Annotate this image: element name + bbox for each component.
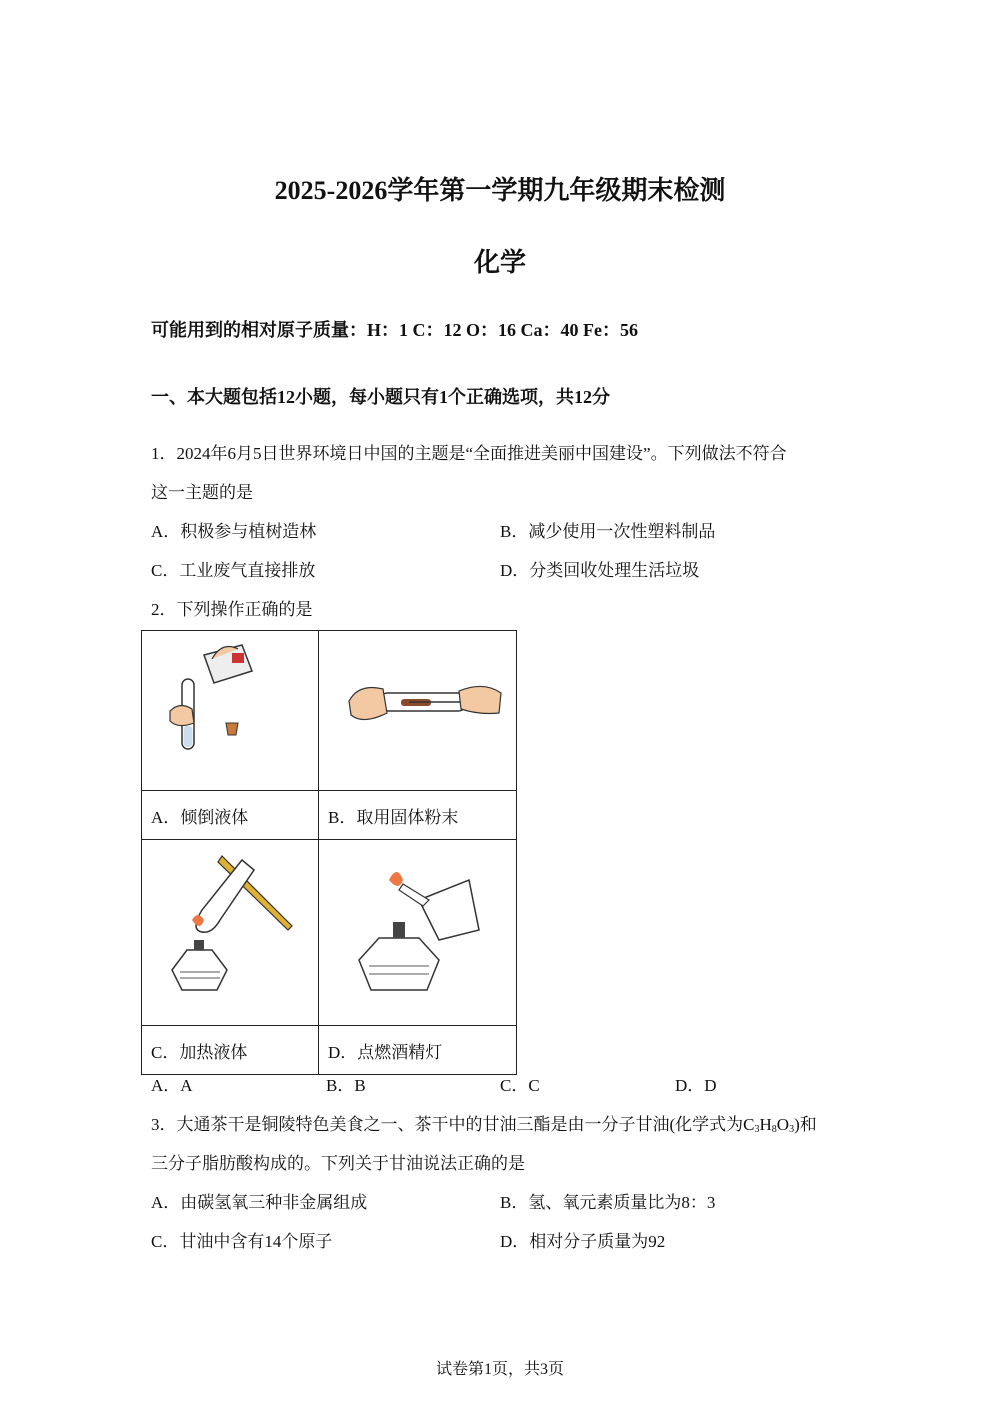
cell-label-c: C．加热液体: [142, 1026, 319, 1075]
q2-option-c[interactable]: C．C: [500, 1076, 540, 1095]
subject-title: 化学: [473, 248, 526, 277]
pour-liquid-illustration: [142, 631, 318, 785]
take-powder-illustration: [319, 631, 516, 785]
page-footer: 试卷第1页，共3页: [435, 1361, 564, 1378]
q2-option-a[interactable]: A．A: [151, 1076, 193, 1095]
q1-option-d[interactable]: D．分类回收处理生活垃圾: [500, 561, 700, 580]
q1-option-a[interactable]: A．积极参与植树造林: [151, 522, 317, 541]
q3-stem-text-b: )和: [794, 1115, 817, 1134]
q2-option-d[interactable]: D．D: [675, 1076, 717, 1095]
image-cell-heat-liquid: [142, 840, 319, 1026]
q3-stem-text-a: 3．大通茶干是铜陵特色美食之一、茶干中的甘油三酯是由一分子甘油(化学式为: [151, 1115, 744, 1134]
q1-stem-line2: 这一主题的是: [151, 483, 253, 502]
image-cell-pour-liquid: [142, 631, 319, 791]
light-lamp-illustration: [319, 840, 516, 1020]
q1-stem-line1: 1．2024年6月5日世界环境日中国的主题是“全面推进美丽中国建设”。下列做法不符合: [151, 444, 787, 463]
cell-label-d: D．点燃酒精灯: [319, 1026, 517, 1075]
q2-operations-table: [141, 630, 517, 1075]
glycerol-formula: $C_3H_8O_3$: [743, 1115, 795, 1135]
cell-label-b: B．取用固体粉末: [319, 791, 517, 840]
q2-option-b[interactable]: B．B: [326, 1076, 366, 1095]
section-heading: 一、本大题包括12小题，每小题只有1个正确选项，共12分: [151, 387, 610, 407]
q2-stem: 2．下列操作正确的是: [151, 600, 313, 619]
q3-option-c[interactable]: C．甘油中含有14个原子: [151, 1232, 333, 1251]
q3-stem-line1: [151, 1110, 817, 1135]
q3-option-a[interactable]: A．由碳氢氧三种非金属组成: [151, 1193, 368, 1212]
exam-title: 2025-2026学年第一学期九年级期末检测: [274, 176, 726, 205]
image-cell-light-lamp: [319, 840, 517, 1026]
atomic-masses: 可能用到的相对原子质量：H：1 C：12 O：16 Ca：40 Fe：56: [151, 320, 638, 340]
q3-stem-line2: 三分子脂肪酸构成的。下列关于甘油说法正确的是: [151, 1154, 525, 1173]
q3-option-b[interactable]: B．氢、氧元素质量比为8：3: [500, 1193, 716, 1212]
heat-liquid-illustration: [142, 840, 318, 1020]
image-cell-take-powder: [319, 631, 517, 791]
q1-option-b[interactable]: B．减少使用一次性塑料制品: [500, 522, 716, 541]
q3-option-d[interactable]: D．相对分子质量为92: [500, 1232, 666, 1251]
q1-option-c[interactable]: C．工业废气直接排放: [151, 561, 316, 580]
cell-label-a: A．倾倒液体: [142, 791, 319, 840]
